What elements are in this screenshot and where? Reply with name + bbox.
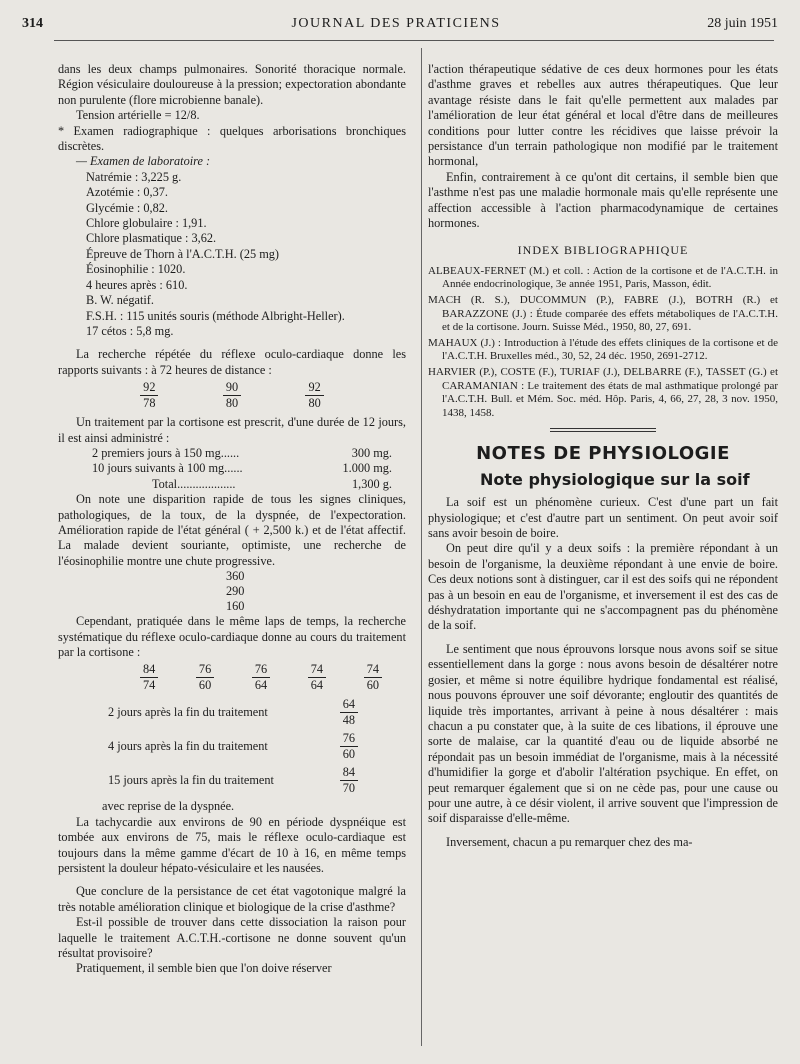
reflex-ratios-initial: [58, 380, 406, 411]
lab-results-list: [58, 170, 406, 339]
post-treatment-row: 15 jours après la fin du traitement $\frac{84}{70}$: [58, 765, 406, 796]
column-divider: [421, 48, 422, 1046]
bibliography-heading: INDEX BIBLIOGRAPHIQUE: [517, 243, 689, 258]
bibliography-list: [428, 265, 778, 421]
dose-line: 10 jours suivants à 100 mg...... 1.000 mg.: [92, 461, 392, 476]
paragraph: Le sentiment que nous éprouvons lorsque nous avons soif se situe essentiellement dans la gorge : nous avons besoin de désaltérer notre gosier, et même si notre équilibre hydrique fondamental est réalisé, nous pouvons éprouver une soif dévorante; engloutir des quantités de liquide très importantes, arrivant à peine à nous désaltérer : mais chacun a pu constater que, à la suite de ces libations, il éprouve une sorte de malaise, car la quantité d'eau ou de liquide absorbé ne répondait pas un besoin immédiat de l'organisme, mais à la nécessité d'humidifier la gorge et d'abolir l'altération psychique. En effet, on peut remarquer également que si on ne cède pas, pour une cause ou pour une autre, à ce désir violent, il arrive souvent que l'impression de soif disparaisse d'elle-même.: [428, 641, 778, 826]
list-item: B. W. négatif.: [86, 293, 154, 308]
list-item: Natrémie : 3,225 g.: [86, 169, 182, 184]
dose-total: Total................... 1,300 g.: [152, 476, 392, 491]
dyspnea-note: avec reprise de la dyspnée.: [102, 799, 235, 814]
paragraph: La soif est un phénomène curieux. C'est d'une part un fait physiologique; et c'est d'autre part un sentiment. On peut avoir soif sans avoir besoin de boire.: [428, 495, 778, 541]
ratio: $\frac{74}{60}$: [364, 662, 382, 693]
journal-title: JOURNAL DES PRATICIENS: [291, 16, 501, 31]
paragraph: On peut dire qu'il y a deux soifs : la première répondant à un besoin de l'organisme, la deuxième répondant à une envie de boire. Ces deux notions sont à distinguer, car il est des soifs qui ne répondent pas à un besoin en eau de l'organisme, et inversement il est des cas de déshydratation importante qui ne s'accompagnent pas du phénomène de la soif.: [428, 541, 778, 633]
list-item: Éosinophilie : 1020.: [86, 262, 186, 277]
list-item: Chlore globulaire : 1,91.: [86, 216, 207, 231]
page-number: 314: [22, 16, 43, 31]
section-ornament: [550, 428, 656, 432]
paragraph: La tachycardie aux environs de 90 en période dyspnéique est tombée aux environs de 75, mais le réflexe oculo-cardiaque est toujours dans la même gamme d'écart de 10 à 16, en même temps persistent la douleur hépato-vésiculaire et les nausées.: [58, 814, 406, 876]
paragraph: dans les deux champs pulmonaires. Sonorité thoracique normale. Région vésiculaire douloureuse à la pression; expectoration abondante non purulente (flore microbienne banale).: [58, 62, 406, 107]
issue-date: 28 juin 1951: [707, 16, 778, 31]
eosinophil-values: 360 290 160: [226, 569, 245, 614]
ratio: $\frac{74}{64}$: [308, 662, 326, 693]
article-title: Note physiologique sur la soif: [480, 469, 750, 489]
section-title: NOTES DE PHYSIOLOGIE: [476, 443, 730, 465]
paragraph: Que conclure de la persistance de cet état vagotonique malgré la très notable amélioration clinique et biologique de la crise d'asthme?: [58, 884, 406, 914]
list-item: Glycémie : 0,82.: [86, 200, 168, 215]
left-column: [58, 62, 406, 977]
list-item: Azotémie : 0,37.: [86, 185, 168, 200]
ratio: $\frac{84}{74}$: [140, 662, 158, 693]
ratio: $\frac{76}{60}$: [196, 662, 214, 693]
reflex-ratios-treatment: [58, 662, 406, 693]
paragraph: Pratiquement, il semble bien que l'on doive réserver: [76, 961, 332, 976]
radiography-line: * Examen radiographique : quelques arborisations bronchiques discrètes.: [58, 123, 406, 154]
paragraph: Est-il possible de trouver dans cette dissociation la raison pour laquelle le traitement A.C.T.H.-cortisone ne donne souvent qu'un résultat provisoire?: [58, 915, 406, 961]
ratio: $\frac{76}{64}$: [252, 662, 270, 693]
list-item: Épreuve de Thorn à l'A.C.T.H. (25 mg): [86, 246, 279, 261]
blood-pressure-line: Tension artérielle = 12/8.: [76, 108, 200, 123]
list-item: F.S.H. : 115 unités souris (méthode Albright-Heller).: [86, 308, 345, 323]
ratio: $\frac{90}{80}$: [223, 380, 241, 411]
paragraph: On note une disparition rapide de tous les signes cliniques, pathologiques, de la toux, de la dyspnée, de l'expectoration. Amélioration rapide de l'état général ( + 2,500 k.) et de l'état affectif. La malade devient souriante, optimiste, une recherche de l'éosinophilie montre une chute progressive.: [58, 492, 406, 568]
ratio: $\frac{92}{78}$: [140, 380, 158, 411]
paragraph: Enfin, contrairement à ce qu'ont dit certains, il semble bien que l'asthme n'est pas une maladie hormonale mais qu'elle représente une affection accessible à l'action pharmacodynamique de certaines hormones.: [428, 169, 778, 231]
list-item: Chlore plasmatique : 3,62.: [86, 231, 217, 246]
reference: HARVIER (P.), COSTE (F.), TURIAF (J.), DELBARRE (F.), TASSET (G.) et CARAMANIAN : Le traitement des états de mal asthmatique prolongé par l'A.C.T.H. Bull. et Mém. Soc. méd. Hôp. Paris, 4, 66, 27, 28, 3 nov. 1950, 1438, 1458.: [428, 366, 778, 419]
list-item: 4 heures après : 610.: [86, 277, 188, 292]
paragraph: La recherche répétée du réflexe oculo-cardiaque donne les rapports suivants : à 72 heures de distance :: [58, 347, 406, 377]
lab-heading: — Examen de laboratoire :: [76, 154, 211, 169]
paragraph: Cependant, pratiquée dans le même laps de temps, la recherche systématique du réflexe oculo-cardiaque donne au cours du traitement par la cortisone :: [58, 614, 406, 659]
reference: MAHAUX (J.) : Introduction à l'étude des effets cliniques de la cortisone et de l'A.C.T.H. Bruxelles méd., 30, 52, 24 déc. 1950, 2691-2712.: [428, 336, 778, 363]
post-treatment-row: 2 jours après la fin du traitement $\frac{64}{48}$: [58, 697, 406, 728]
paragraph: Un traitement par la cortisone est prescrit, d'une durée de 12 jours, il est ainsi administré :: [58, 415, 406, 445]
header-rule: [54, 40, 774, 41]
paragraph: l'action thérapeutique sédative de ces deux hormones pour les états d'asthme graves et rebelles aux autres thérapeutiques. Que leur avantage résiste dans le fait qu'elle permettent aux malades par l'amélioration de leur état général et local d'être dans de meilleures conditions pour lutter contre les récidives que laisse prévoir la persistance d'un terrain pathologique non modifié par le traitement hormonal,: [428, 62, 778, 169]
list-item: 17 cétos : 5,8 mg.: [86, 323, 174, 338]
reference: ALBEAUX-FERNET (M.) et coll. : Action de la cortisone et de l'A.C.T.H. in Année endocrinologique, 3e année 1951, Paris, Masson, édit.: [428, 264, 778, 291]
post-treatment-row: 4 jours après la fin du traitement $\frac{76}{60}$: [58, 731, 406, 762]
running-header: [14, 14, 778, 36]
right-column: [428, 62, 778, 850]
ratio: $\frac{92}{80}$: [305, 380, 323, 411]
dose-line: 2 premiers jours à 150 mg...... 300 mg.: [92, 445, 392, 460]
paragraph: Inversement, chacun a pu remarquer chez des ma-: [446, 834, 693, 849]
reference: MACH (R. S.), DUCOMMUN (P.), FABRE (J.), BOTRH (R.) et BARAZZONE (J.) : Étude comparée des effets métaboliques de l'A.C.T.H. et de la cortisone. Journ. Suisse Méd., 1950, 80, 27, 691.: [428, 294, 778, 334]
